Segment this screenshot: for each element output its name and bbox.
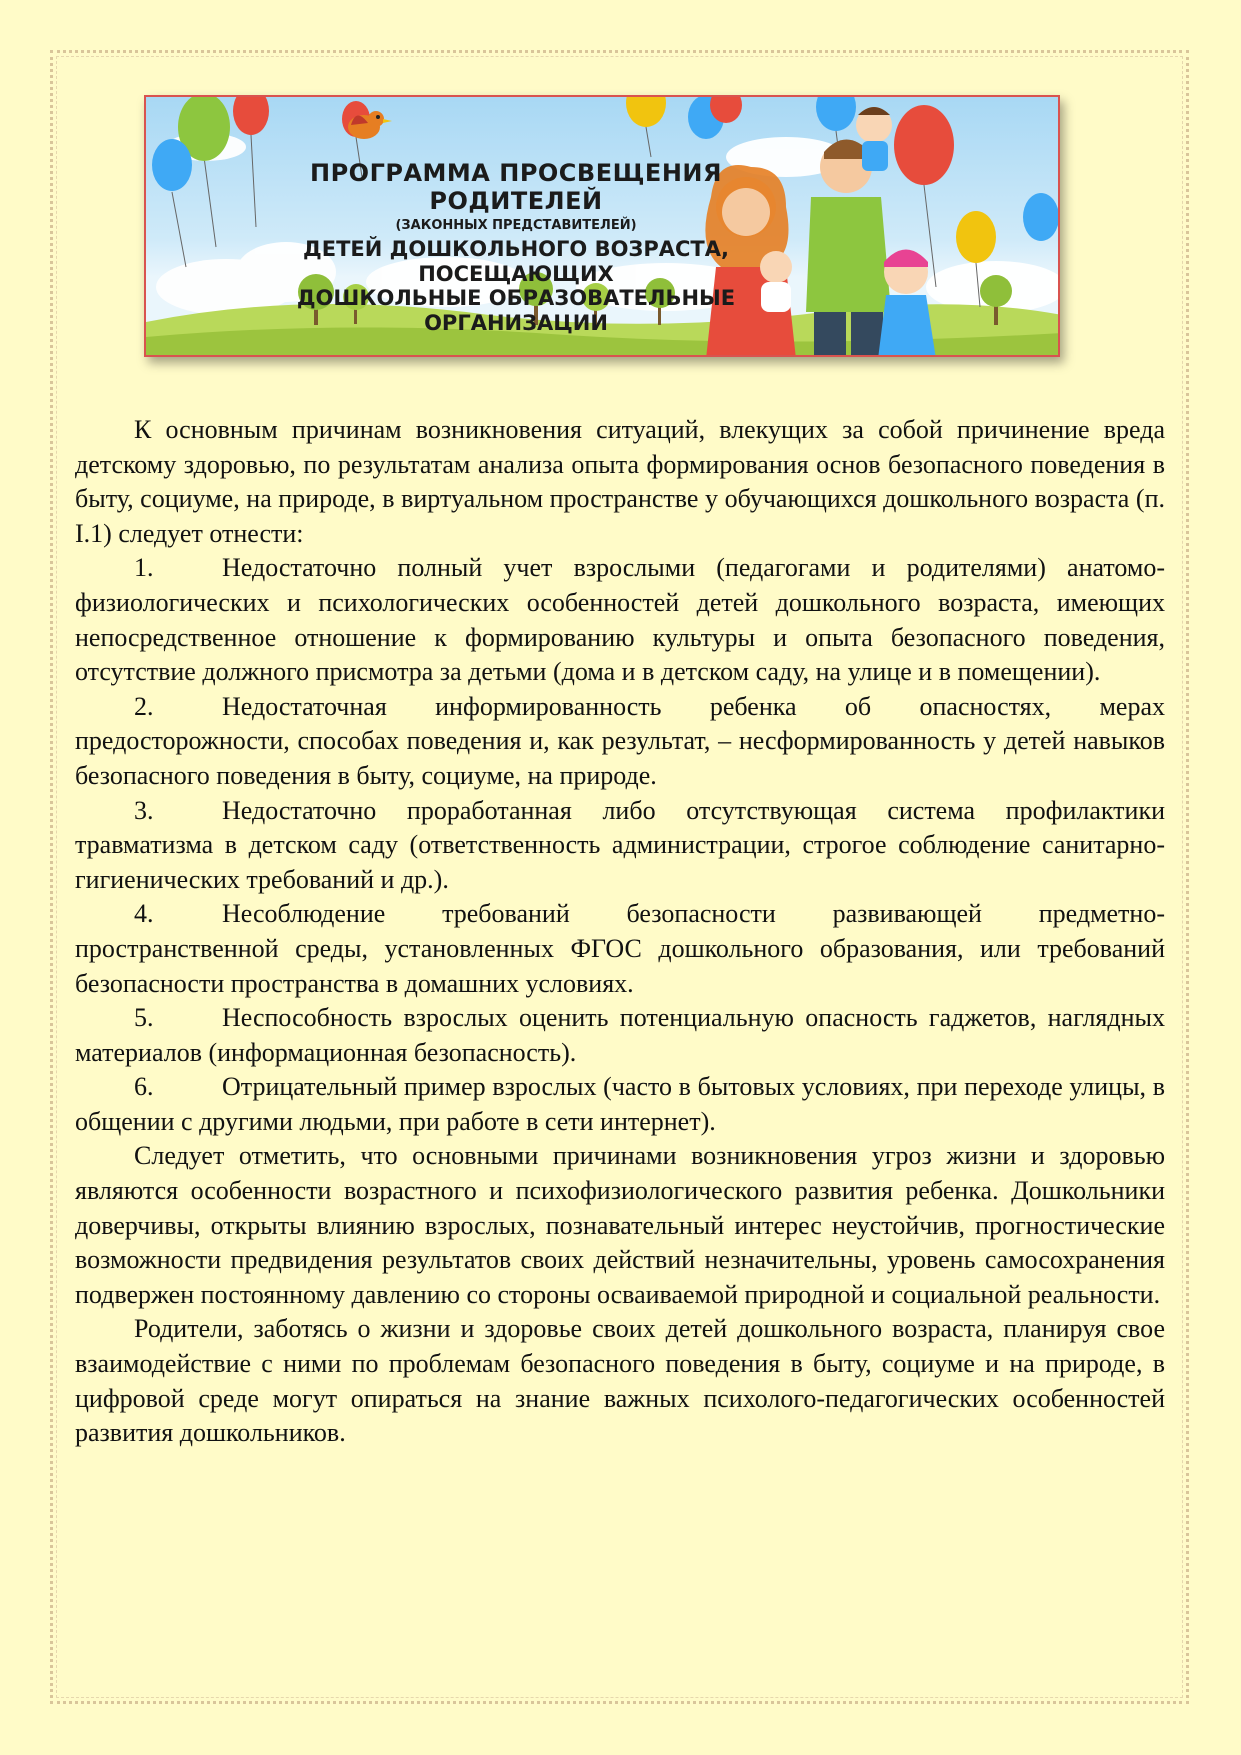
list-item-text: Недостаточная информированность ребенка об опасностях, мерах предосторожности, способах поведения и, как результат, – несформированность у детей навыков безопасного поведения в быту, социуме, на природе.	[75, 691, 1165, 790]
list-item-number: 1.	[134, 553, 154, 583]
banner-subtitle: (ЗАКОННЫХ ПРЕДСТАВИТЕЛЕЙ)	[395, 217, 637, 233]
list-item-text: Недостаточно полный учет взрослыми (педагогами и родителями) анатомо-физиологических и психологических особенностей детей дошкольного возраста, имеющих непосредственное отношение к формированию культуры и опыта безопасного поведения, отсутствие должного присмотра за детьми (дома и в детском саду, на улице и в помещении).	[75, 553, 1165, 687]
list-item-number: 2.	[134, 691, 154, 721]
list-item-number: 4.	[134, 899, 154, 929]
list-item	[75, 551, 1165, 689]
banner-title: ПРОГРАММА ПРОСВЕЩЕНИЯ РОДИТЕЛЕЙ	[310, 159, 722, 216]
list-item	[75, 897, 1165, 1001]
list-item-number: 3.	[134, 795, 154, 825]
list-item-text: Отрицательный пример взрослых (часто в бытовых условиях, при переходе улицы, в общении с другими людьми, при работе в сети интернет).	[75, 1072, 1165, 1136]
list-item	[75, 794, 1165, 898]
list-item-text: Несоблюдение требований безопасности развивающей предметно-пространственной среды, установленных ФГОС дошкольного образования, или требований безопасности пространства в домашних условиях.	[75, 899, 1165, 998]
list-item-number: 5.	[134, 1003, 154, 1033]
banner	[144, 95, 1060, 357]
paragraph-2: Следует отметить, что основными причинами возникновения угроз жизни и здоровью являются особенности возрастного и психофизиологического развития ребенка. Дошкольники доверчивы, открыты влиянию взрослых, познавательный интерес неустойчив, прогностические возможности предвидения результатов своих действий незначительны, уровень самосохранения подвержен постоянному давлению со стороны осваиваемой природной и социальной реальности.	[75, 1141, 1165, 1309]
list-item-text: Недостаточно проработанная либо отсутствующая система профилактики травматизма в детском саду (ответственность администрации, строгое соблюдение санитарно-гигиенических требований и др.).	[75, 795, 1165, 894]
document-body	[75, 413, 1165, 1451]
banner-line-3: ДЕТЕЙ ДОШКОЛЬНОГО ВОЗРАСТА, ПОСЕЩАЮЩИХ	[303, 236, 729, 286]
list-item	[75, 1070, 1165, 1139]
list-item	[75, 1001, 1165, 1070]
list-item	[75, 690, 1165, 794]
paragraph-3: Родители, заботясь о жизни и здоровье своих детей дошкольного возраста, планируя свое взаимодействие с ними по проблемам безопасного поведения в быту, социуме и на природе, в цифровой среде могут опираться на знание важных психолого-педагогических особенностей развития дошкольников.	[75, 1314, 1165, 1448]
banner-title-block	[236, 159, 796, 336]
list-item-number: 6.	[134, 1072, 154, 1102]
list-item-text: Неспособность взрослых оценить потенциальную опасность гаджетов, наглядных материалов (информационная безопасность).	[75, 1003, 1165, 1067]
intro-paragraph: К основным причинам возникновения ситуаций, влекущих за собой причинение вреда детскому здоровью, по результатам анализа опыта формирования основ безопасного поведения в быту, социуме, на природе, в виртуальном пространстве у обучающихся дошкольного возраста (п. I.1) следует отнести:	[75, 415, 1165, 548]
banner-line-4: ДОШКОЛЬНЫЕ ОБРАЗОВАТЕЛЬНЫЕ ОРГАНИЗАЦИИ	[296, 286, 736, 336]
